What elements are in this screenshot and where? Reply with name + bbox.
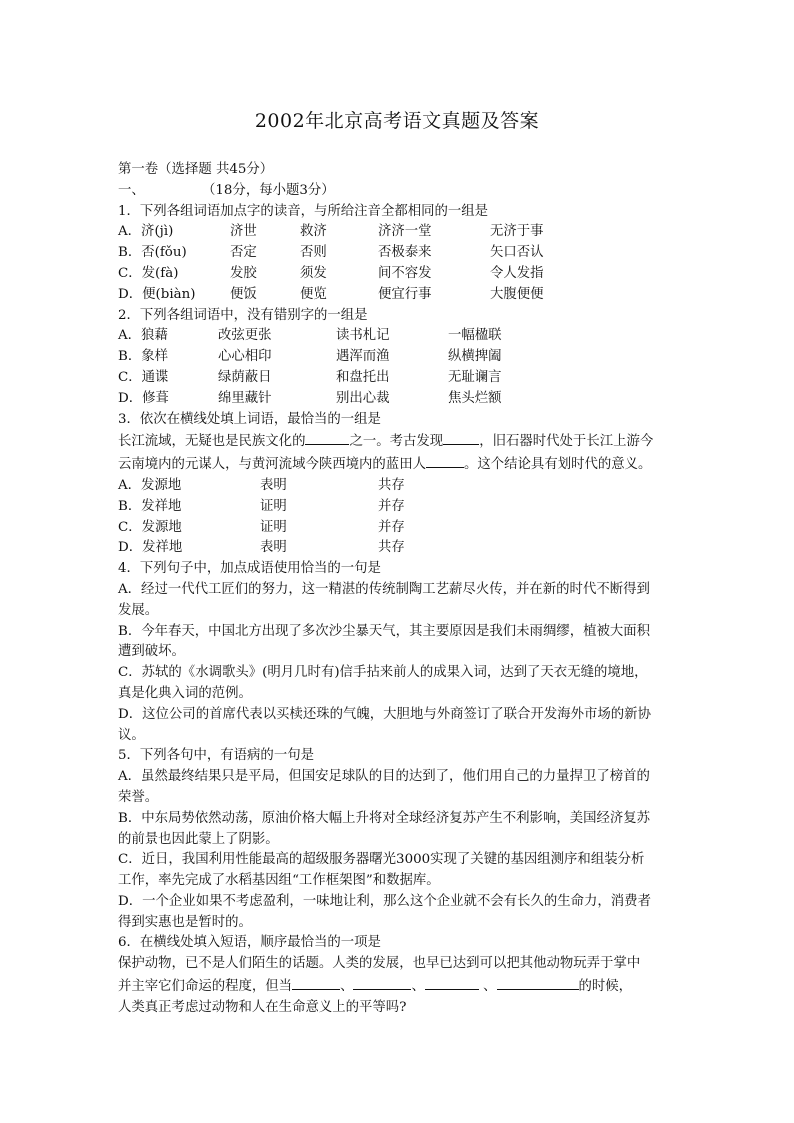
page-title: 2002年北京高考语文真题及答案 — [254, 110, 540, 132]
q3-option-b — [118, 497, 678, 518]
option-cell: B．象样 — [118, 349, 169, 365]
q5-option-b-line-1: B．中东局势依然动荡，原油价格大幅上升将对全球经济复苏产生不利影响，美国经济复苏 — [118, 810, 651, 826]
option-cell: D．修葺 — [118, 390, 169, 406]
option-cell: 表明 — [260, 477, 287, 493]
q2-option-c — [118, 368, 678, 389]
option-cell: 证明 — [260, 519, 287, 535]
passage-text: 之一。考古发现 — [349, 434, 444, 450]
answer-blank — [353, 975, 411, 990]
q1-option-a — [118, 222, 678, 243]
answer-blank — [497, 975, 579, 990]
option-cell: 纵横捭阖 — [448, 349, 502, 365]
q5-option-c-line-1: C．近日，我国利用性能最高的超级服务器曙光3000实现了关键的基因组测序和组装分析 — [118, 852, 645, 868]
option-cell: 读书札记 — [336, 328, 390, 344]
option-cell: 济济一堂 — [378, 224, 432, 240]
q4-option-d-line-2: 议。 — [118, 727, 145, 743]
option-cell: 焦头烂额 — [448, 390, 502, 406]
q2-option-b — [118, 347, 678, 368]
option-cell: 济世 — [230, 224, 257, 240]
q3-option-c — [118, 518, 678, 539]
section-heading: 第一卷（选择题 共45分） — [118, 162, 274, 177]
q2-option-a — [118, 326, 678, 347]
separator: 、 — [340, 979, 354, 995]
option-cell: 无耻谰言 — [448, 369, 502, 385]
part-one-label: 一、 — [118, 182, 145, 198]
q4-option-c-line-2: 真是化典入词的范例。 — [118, 685, 252, 701]
q6-passage-line-3: 人类真正考虑过动物和人在生命意义上的平等吗? — [118, 999, 407, 1015]
option-cell: C．发源地 — [118, 519, 182, 535]
q1-option-c — [118, 264, 678, 285]
option-cell: 令人发指 — [490, 265, 544, 281]
option-cell: 否则 — [300, 245, 327, 261]
q2-option-d — [118, 389, 678, 410]
q5-option-d-line-1: D．一个企业如果不考虑盈利，一味地让利，那么这个企业就不会有长久的生命力，消费者 — [118, 893, 651, 909]
q3-passage-line-1 — [118, 430, 678, 453]
option-cell: C．通谍 — [118, 369, 169, 385]
option-cell: 改弦更张 — [218, 328, 272, 344]
option-cell: A．济(jì) — [118, 224, 174, 240]
question-5-stem: 5．下列各句中，有语病的一句是 — [118, 748, 314, 764]
question-1-stem: 1．下列各组词语加点字的读音，与所给注音全都相同的一组是 — [118, 203, 489, 219]
passage-text: ，旧石器时代处于长江上游今 — [479, 434, 654, 450]
answer-blank — [305, 430, 349, 445]
answer-blank — [443, 430, 479, 445]
q3-option-d — [118, 538, 678, 559]
question-6-stem: 6．在横线处填入短语，顺序最恰当的一项是 — [118, 935, 381, 951]
q3-option-a — [118, 476, 678, 497]
q4-option-d-line-1: D．这位公司的首席代表以买椟还珠的气魄，大胆地与外商签订了联合开发海外市场的新协 — [118, 706, 651, 722]
option-cell: 无济于事 — [490, 224, 544, 240]
option-cell: 共存 — [378, 477, 405, 493]
passage-text: 长江流域，无疑也是民族文化的 — [118, 434, 306, 450]
q5-option-a-line-2: 荣誉。 — [118, 789, 159, 805]
option-cell: 一幅楹联 — [448, 328, 502, 344]
q6-passage-line-1: 保护动物，已不是人们陌生的话题。人类的发展，也早已达到可以把其他动物玩弄于掌中 — [118, 956, 641, 972]
option-cell: A．发源地 — [118, 477, 182, 493]
q1-option-d — [118, 285, 678, 306]
separator: 、 — [483, 979, 497, 995]
q5-option-d-line-2: 得到实惠也是暂时的。 — [118, 914, 252, 930]
option-cell: 表明 — [260, 540, 287, 556]
option-cell: 救济 — [300, 224, 327, 240]
answer-blank — [425, 975, 479, 990]
passage-text: 。这个结论具有划时代的意义。 — [463, 457, 652, 473]
option-cell: 共存 — [378, 540, 405, 556]
answer-blank — [426, 453, 464, 468]
option-cell: B．否(fǒu) — [118, 245, 187, 261]
q4-option-a-line-2: 发展。 — [118, 602, 159, 618]
q4-option-b-line-1: B．今年春天，中国北方出现了多次沙尘暴天气，其主要原因是我们未雨绸缪，植被大面积 — [118, 623, 651, 639]
q5-option-a-line-1: A．虽然最终结果只是平局，但国安足球队的目的达到了，他们用自己的力量捍卫了榜首的 — [118, 769, 650, 785]
option-cell: 绵里藏针 — [218, 390, 272, 406]
answer-blank — [292, 975, 340, 990]
q6-passage-line-2 — [118, 975, 678, 998]
option-cell: C．发(fà) — [118, 265, 179, 281]
part-one-heading — [118, 181, 678, 202]
option-cell: 心心相印 — [218, 349, 272, 365]
q4-option-b-line-2: 遭到破坏。 — [118, 644, 185, 660]
q5-option-c-line-2: 工作，率先完成了水稻基因组“工作框架图”和数据库。 — [118, 873, 440, 889]
option-cell: 别出心裁 — [336, 390, 390, 406]
question-4-stem: 4．下列句子中，加点成语使用恰当的一句是 — [118, 561, 381, 577]
question-2-stem: 2．下列各组词语中，没有错别字的一组是 — [118, 307, 368, 323]
option-cell: 便宜行事 — [378, 286, 432, 302]
option-cell: 并存 — [378, 519, 405, 535]
option-cell: 否极泰来 — [378, 245, 432, 261]
option-cell: 须发 — [300, 265, 327, 281]
option-cell: 并存 — [378, 498, 405, 514]
q1-option-b — [118, 243, 678, 264]
option-cell: A．狼藉 — [118, 328, 168, 344]
option-cell: D．便(biàn) — [118, 286, 196, 302]
q4-option-a-line-1: A．经过一代代工匠们的努力，这一精湛的传统制陶工艺薪尽火传，并在新的时代不断得到 — [118, 581, 650, 597]
option-cell: 发胶 — [230, 265, 257, 281]
option-cell: 和盘托出 — [336, 369, 390, 385]
option-cell: 矢口否认 — [490, 245, 544, 261]
passage-text: 的时候， — [578, 979, 633, 995]
option-cell: 遇浑而渔 — [336, 349, 390, 365]
option-cell: 便饭 — [230, 286, 257, 302]
separator: 、 — [411, 979, 425, 995]
exam-content — [118, 160, 678, 1019]
option-cell: 证明 — [260, 498, 287, 514]
q4-option-c-line-1: C．苏轼的《水调歌头》(明月几时有)信手拈来前人的成果入词，达到了天衣无缝的境地， — [118, 665, 648, 681]
option-cell: 否定 — [230, 245, 257, 261]
option-cell: 绿荫蔽日 — [218, 369, 272, 385]
option-cell: 大腹便便 — [490, 286, 544, 302]
option-cell: D．发祥地 — [118, 540, 183, 556]
option-cell: 间不容发 — [378, 265, 432, 281]
option-cell: B．发祥地 — [118, 498, 182, 514]
q5-option-b-line-2: 的前景也因此蒙上了阴影。 — [118, 831, 279, 847]
passage-text: 云南境内的元谋人，与黄河流域今陕西境内的蓝田人 — [118, 457, 426, 473]
passage-text: 并主宰它们命运的程度，但当 — [118, 979, 293, 995]
option-cell: 便览 — [300, 286, 327, 302]
question-3-stem: 3．依次在横线处填上词语，最恰当的一组是 — [118, 411, 381, 427]
part-one-points: （18分，每小题3分） — [202, 182, 335, 198]
q3-passage-line-2 — [118, 453, 678, 476]
